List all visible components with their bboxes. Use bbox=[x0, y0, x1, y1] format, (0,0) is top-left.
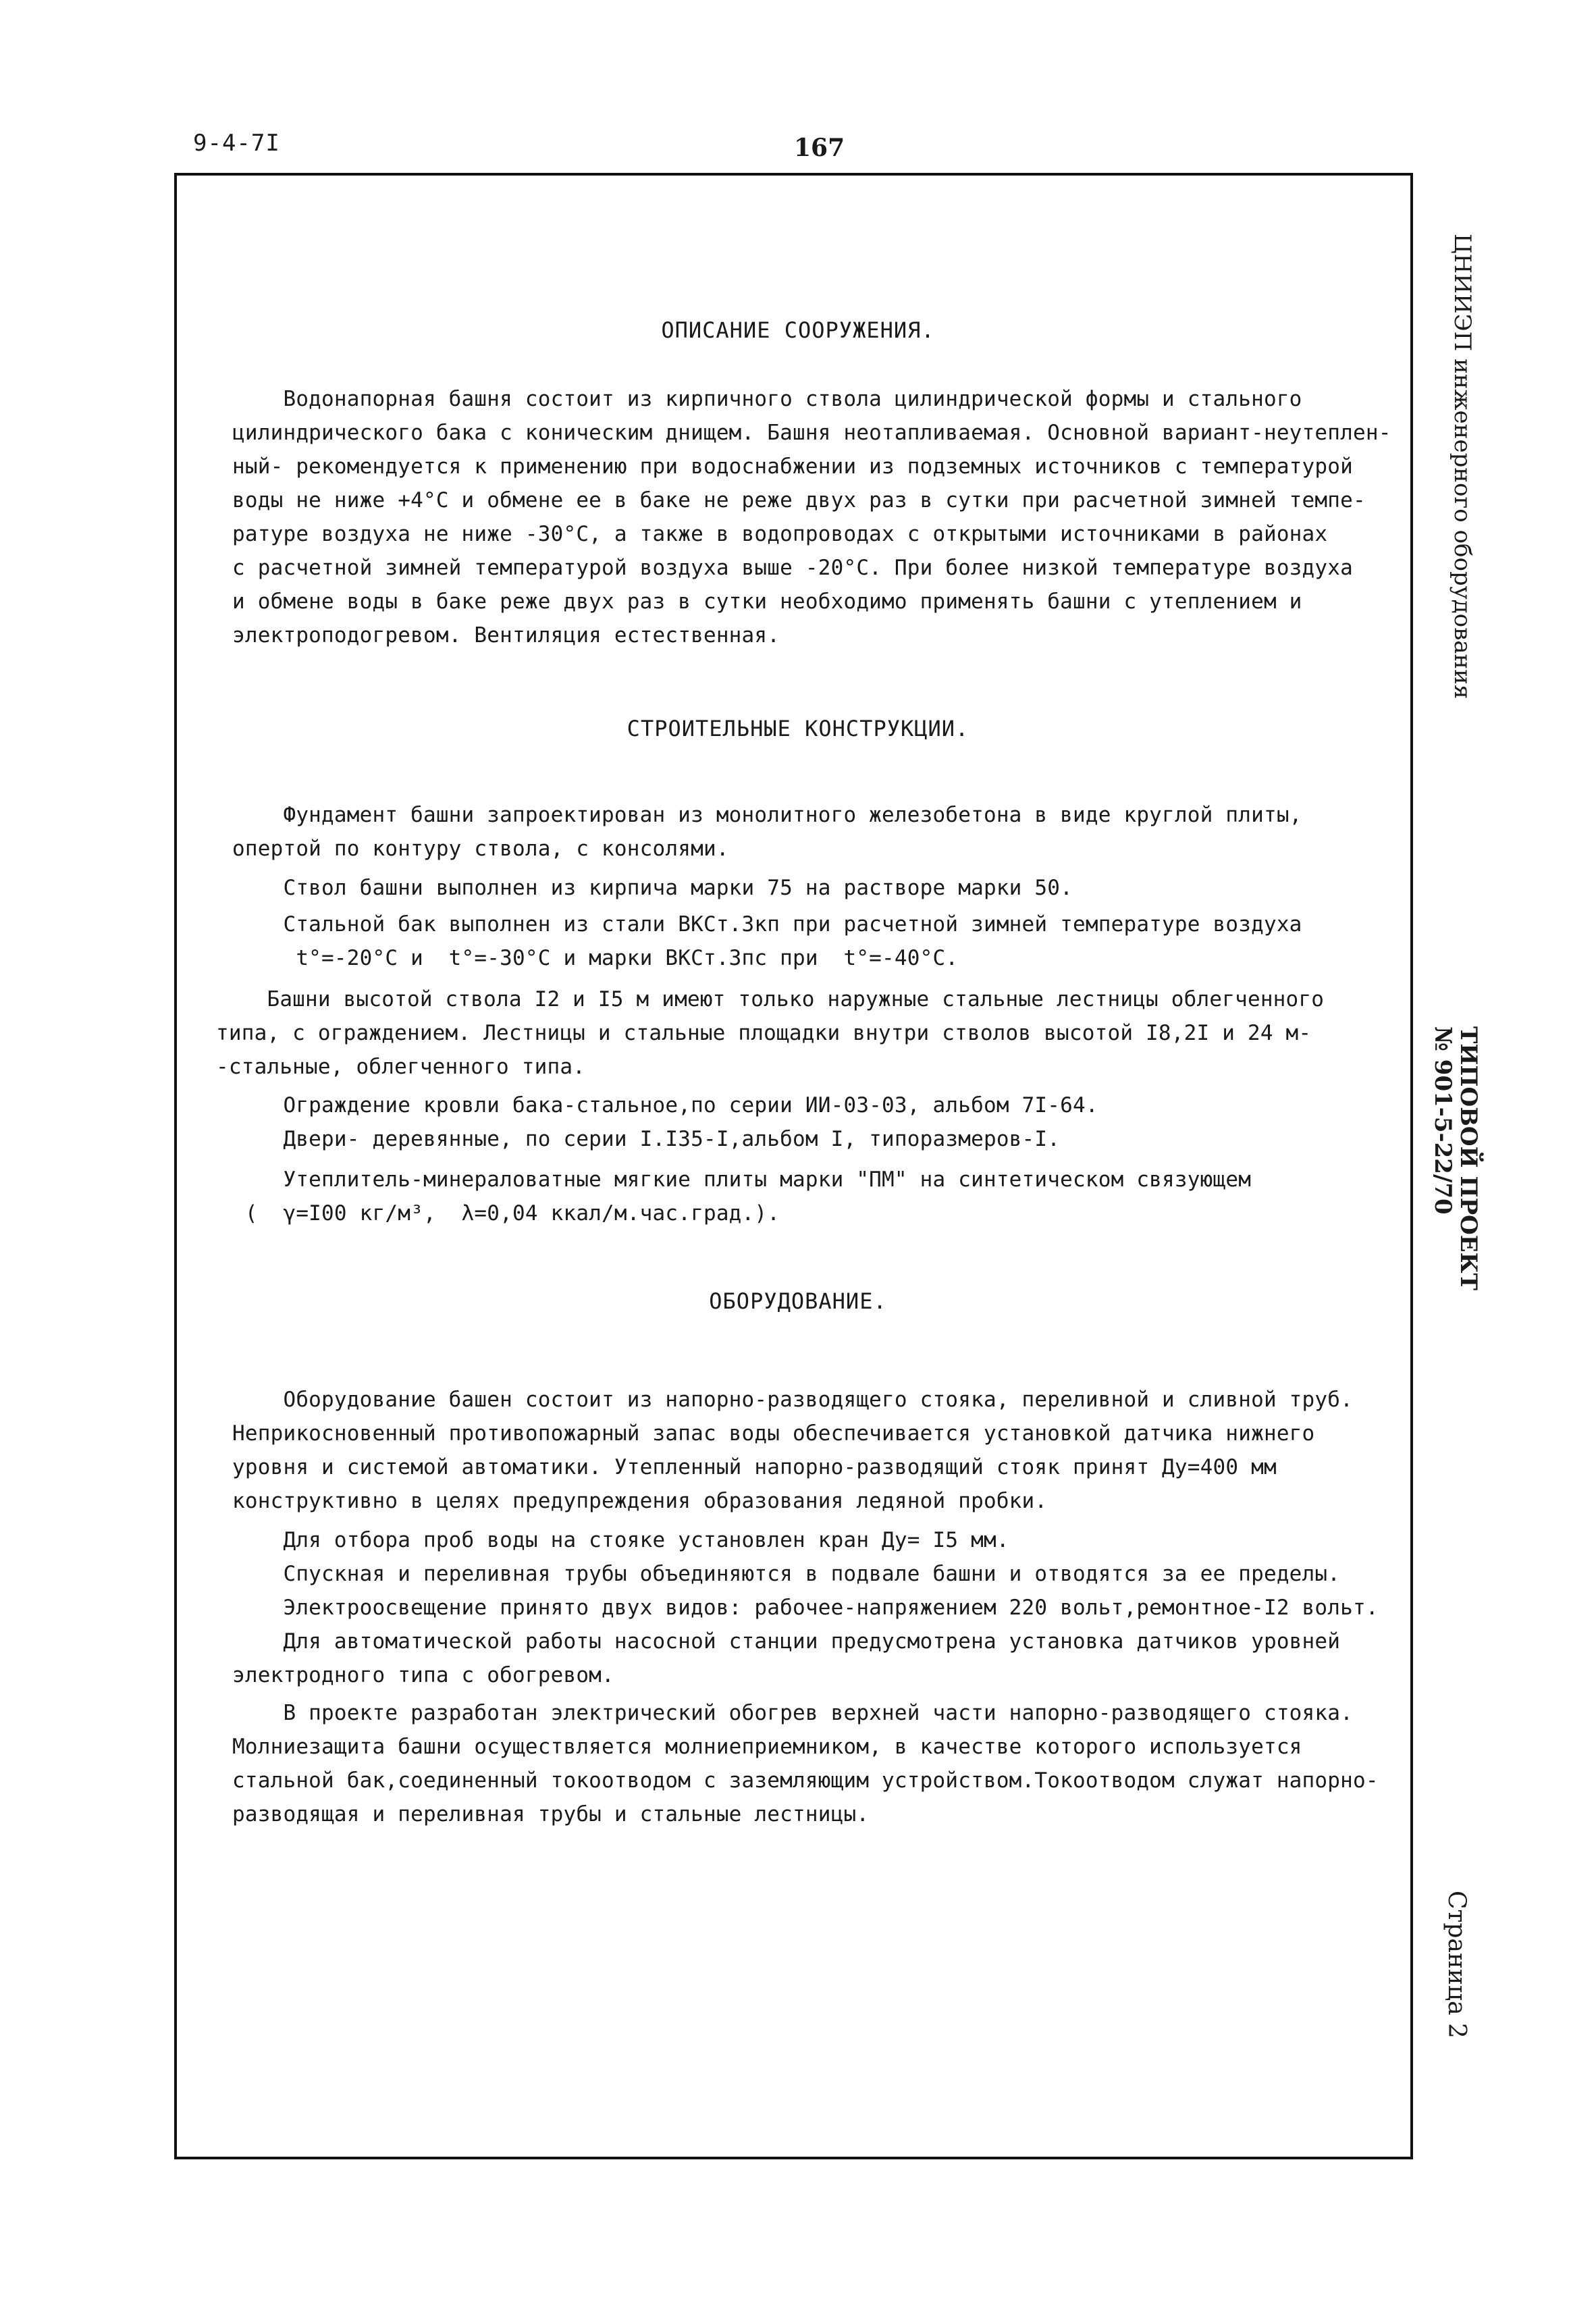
section-title-description: ОПИСАНИЕ СООРУЖЕНИЯ. bbox=[661, 317, 935, 343]
sheet-page-label: Страница 2 bbox=[1443, 1891, 1470, 2039]
paragraph-insulation: Утеплитель-минераловатные мягкие плиты марки "ПМ" на синтетическом связующем ( γ=I00 кг/м³, λ=0,04 ккал/м.час.град.). bbox=[244, 1167, 1252, 1226]
section-title-equipment: ОБОРУДОВАНИЕ. bbox=[709, 1288, 887, 1314]
paragraph-foundation: Фундамент башни запроектирован из монолитного железобетона в виде круглой плиты, опертой по контуру ствола, с консолями. bbox=[232, 803, 1302, 861]
paragraph-shaft: Ствол башни выполнен из кирпича марки 75 на растворе марки 50. bbox=[232, 876, 1073, 900]
paragraph-stairs: Башни высотой ствола I2 и I5 м имеют только наружные стальные лестницы облегченного типа, с ограждением. Лестницы и стальные площадки внутри стволов высотой I8,2I и 24 м- -стальные, облегченного типа. bbox=[216, 987, 1325, 1079]
paragraph-heating-lightning: В проекте разработан электрический обогрев верхней части напорно-разводящего стояка. Молниезащита башни осуществляется молниеприемником, в качестве которого используется стальной бак,соединенный токоотводом с заземляющим устройством.Токоотводом служат напорно- разводящая и переливная трубы и стальные лестницы. bbox=[232, 1701, 1379, 1826]
project-title: ТИПОВОЙ ПРОЕКТ bbox=[1455, 1026, 1482, 1290]
paragraph-description: Водонапорная башня состоит из кирпичного ствола цилиндрической формы и стального цилиндрического бака с коническим днищем. Башня неотапливаемая. Основной вариант-неутеплен- ный- рекомендуется к применению при водоснабжении из подземных источников с температурой воды не ниже +4°С и обмене ее в баке не реже двух раз в сутки при расчетной зимней темпе- ратуре воздуха не ниже -30°С, а также в водопроводах с открытыми источниками в районах с расчетной зимней температурой воздуха выше -20°С. При более низкой температуре воздуха и обмене воды в баке реже двух раз в сутки необходимо применять башни с утеплением и электроподогревом. Вентиляция естественная. bbox=[232, 387, 1391, 648]
document-code: 9-4-7I bbox=[193, 130, 280, 157]
page-number: 167 bbox=[794, 134, 845, 162]
paragraph-fencing-doors: Ограждение кровли бака-стальное,по серии ИИ-03-03, альбом 7I-64. Двери- деревянные, по серии I.I35-I,альбом I, типоразмеров-I. bbox=[283, 1093, 1098, 1151]
section-title-construction: СТРОИТЕЛЬНЫЕ КОНСТРУКЦИИ. bbox=[627, 716, 969, 741]
project-stamp bbox=[1430, 1026, 1481, 1290]
project-number: № 901-5-22/70 bbox=[1429, 1026, 1456, 1215]
paragraph-tank: Стальной бак выполнен из стали ВКСт.3кп при расчетной зимней температуре воздуха t°=-20°С и t°=-30°С и марки ВКСт.3пс при t°=-40°С. bbox=[283, 912, 1302, 970]
paragraph-equipment: Оборудование башен состоит из напорно-разводящего стояка, переливной и сливной труб. Неприкосновенный противопожарный запас воды обеспечивается установкой датчика нижнего уровня и системой автоматики. Утепленный напорно-разводящий стояк принят Ду=400 мм конструктивно в целях предупреждения образования ледяной пробки. bbox=[232, 1388, 1353, 1513]
organization-label: ЦНИИЭП инженерного оборудования bbox=[1449, 234, 1476, 700]
paragraph-piping-lighting: Для отбора проб воды на стояке установлен кран Ду= I5 мм. Спускная и переливная трубы объединяются в подвале башни и отводятся за ее пределы. Электроосвещение принято двух видов: рабочее-напряжением 220 вольт,ремонтное-I2 вольт. Для автоматической работы насосной станции предусмотрена установка датчиков уровней электродного типа с обогревом. bbox=[232, 1528, 1379, 1687]
